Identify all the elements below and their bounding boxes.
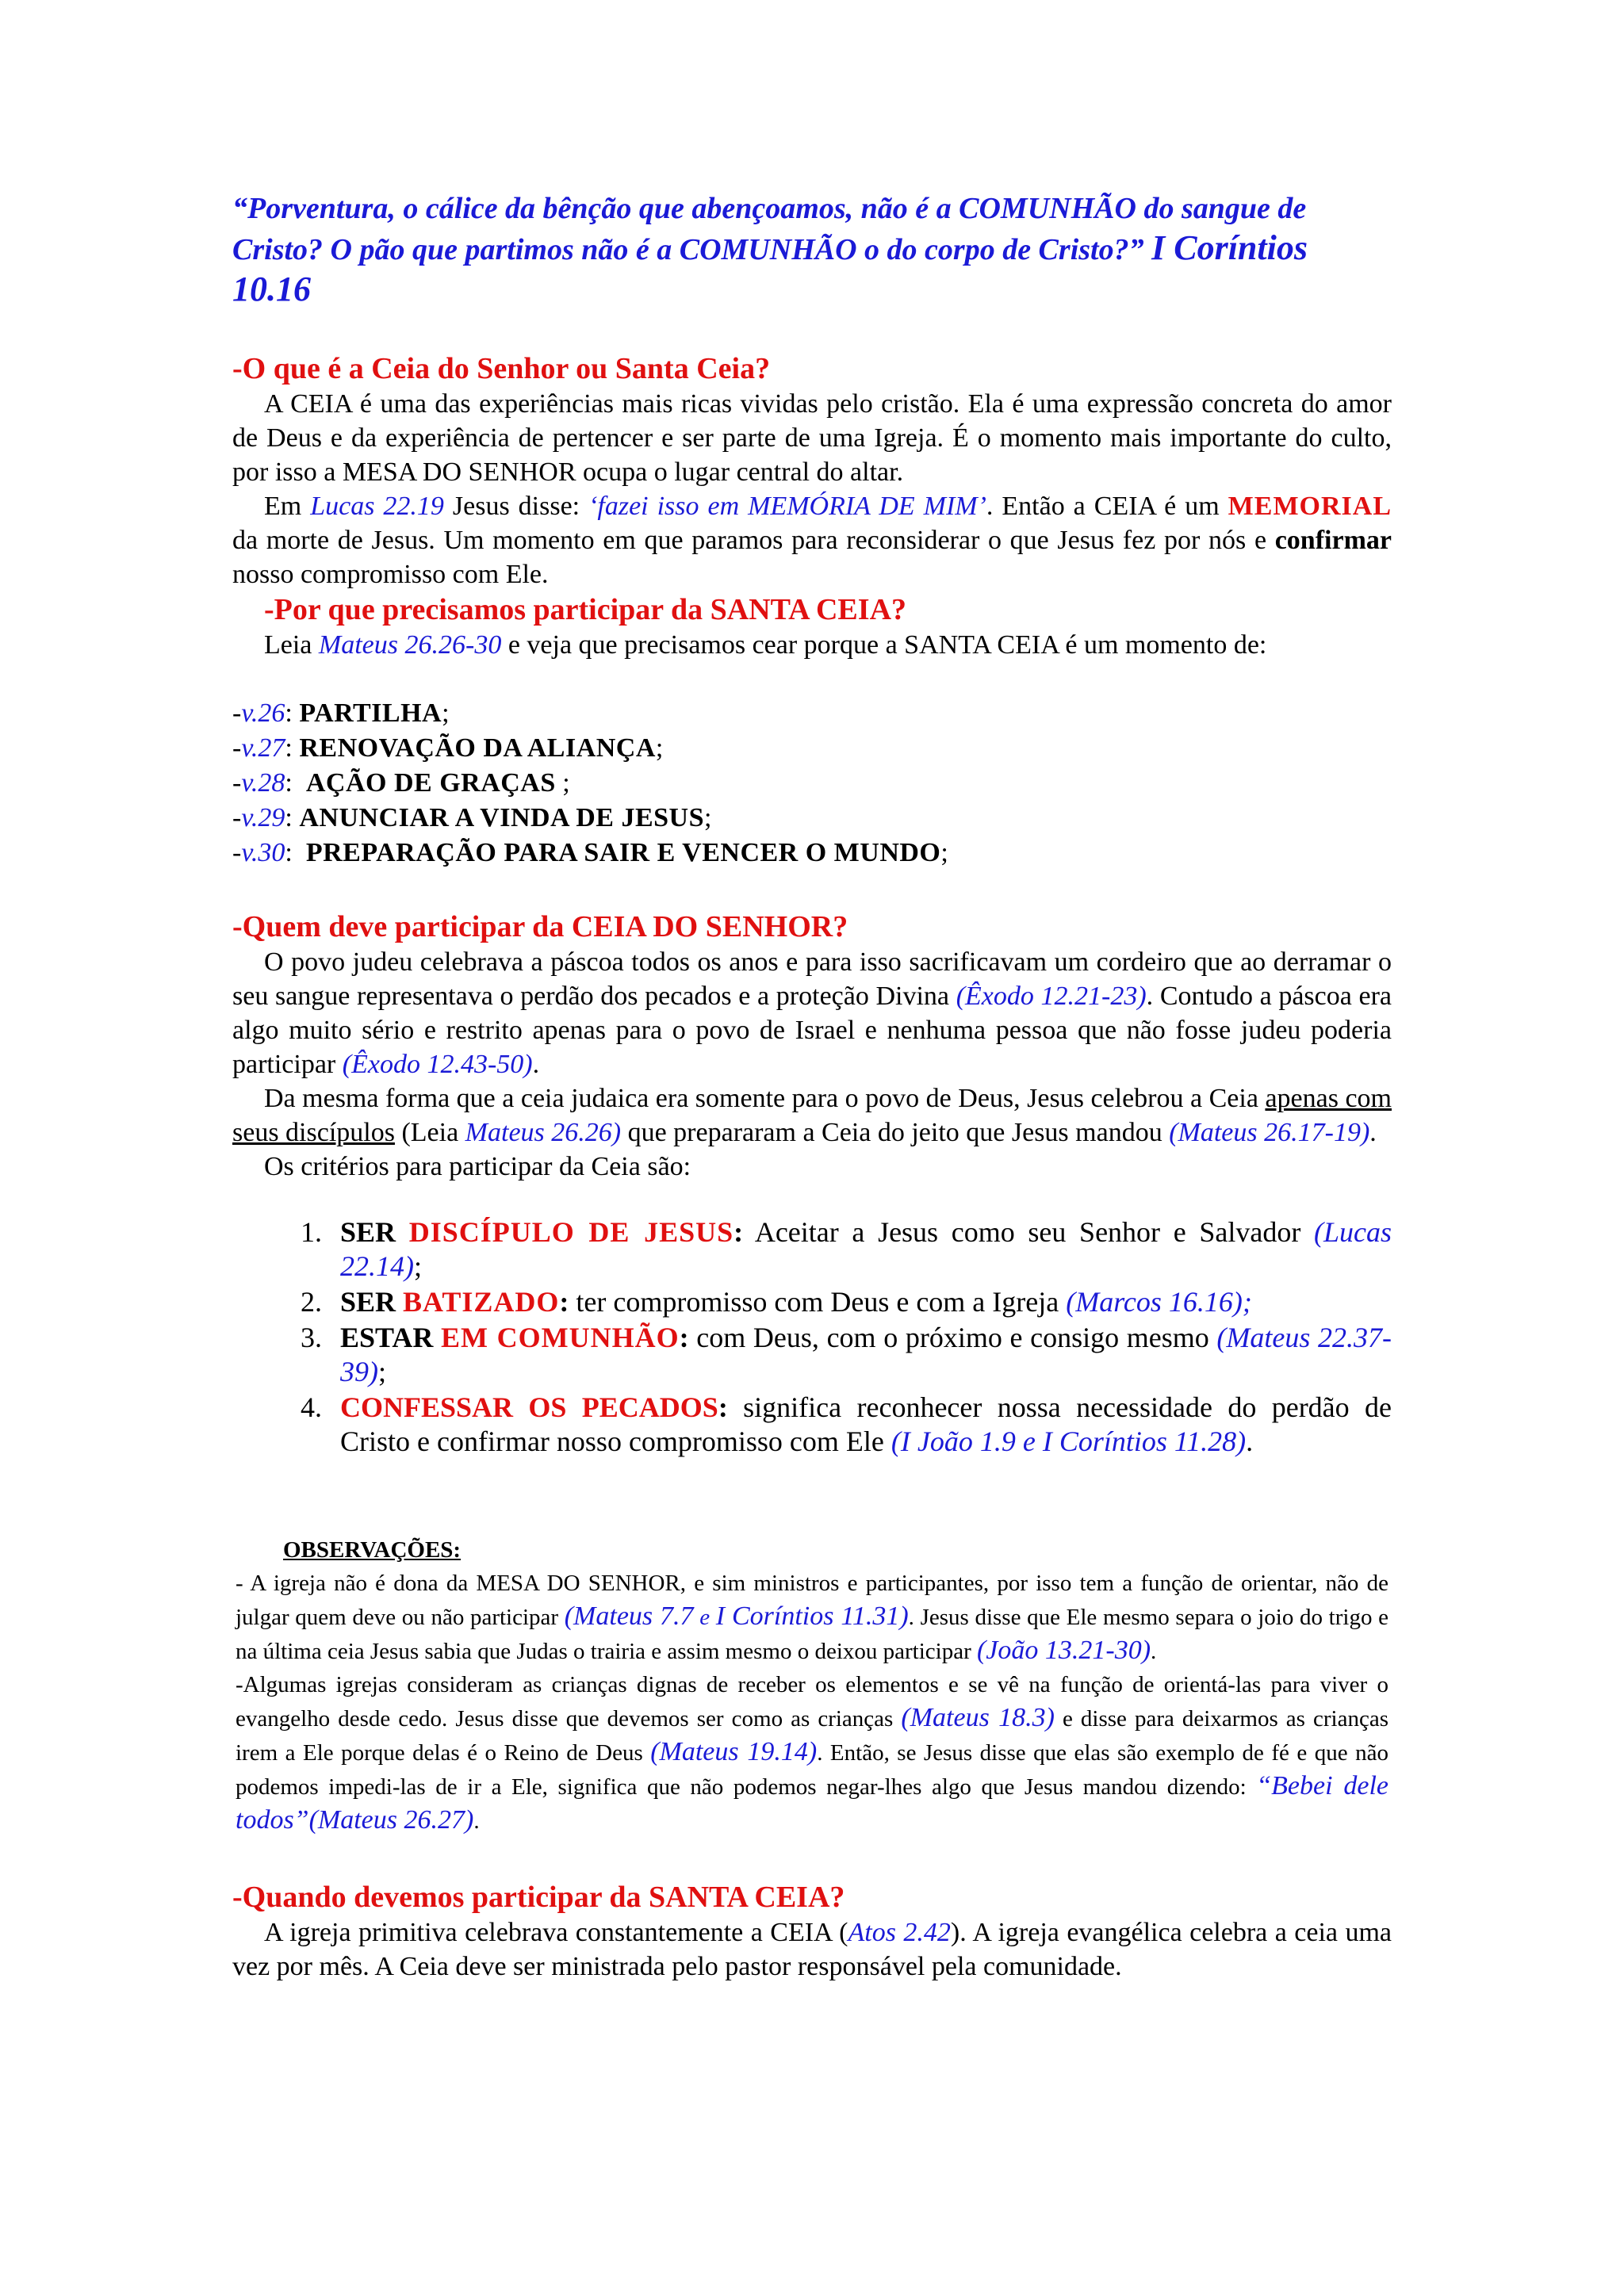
quote-memoria: ‘fazei isso em MEMÓRIA DE MIM’ [588,492,986,521]
scripture-link[interactable]: (I João 1.9 e I Coríntios 11.28) [891,1425,1247,1457]
criteria-item [329,1391,1392,1459]
verse-item: -v.27: RENOVAÇÃO DA ALIANÇA; [232,733,664,763]
verse-item: -v.30: PREPARAÇÃO PARA SAIR E VENCER O MUNDO; [232,838,948,867]
text-run: SER [340,1286,404,1318]
text-run: . [1151,1639,1157,1664]
text-run: : [733,1216,744,1248]
paragraph-discipulos [232,1081,1392,1150]
text-run: . Jesus disse que Ele mesmo separa o joio do trigo e na última ceia Jesus sabia que Judas o trairia e assim mesmo o deixou participar [236,1605,1388,1664]
text-run: ; [378,1356,387,1387]
verse-link[interactable]: v.30 [241,838,285,867]
verse-label: RENOVAÇÃO DA ALIANÇA [299,733,656,763]
scripture-link[interactable]: Lucas 22.19 [310,492,444,521]
text-run: e disse para deixarmos as crianças irem a Ele porque delas é o Reino de Deus [236,1706,1388,1766]
verse-label: ANUNCIAR A VINDA DE JESUS [299,803,705,832]
emphasis-confirmar: confirmar [1274,526,1392,555]
text-run: A igreja primitiva celebrava constantemente a CEIA ( [264,1918,848,1947]
criteria-item [329,1215,1392,1284]
text-run: com Deus, com o próximo e consigo mesmo [688,1322,1217,1353]
criteria-list [232,1215,1392,1459]
verse-item: -v.26: PARTILHA; [232,698,450,728]
scripture-link[interactable]: (Marcos 16.16); [1066,1286,1252,1318]
epigraph-text: “Porventura, o cálice da bênção que abençoamos, não é a COMUNHÃO do sangue de Cristo? O pão que partimos não é a COMUNHÃO o do corpo de Cristo?” [232,192,1307,266]
text-run: - A igreja não é dona da MESA DO SENHOR, e sim ministros e participantes, por isso tem a função de orientar, não de julgar quem deve ou não participar [236,1571,1388,1630]
paragraph-when [232,1915,1392,1984]
text-run: Leia [264,630,319,660]
text-run: Da mesma forma que a ceia judaica era somente para o povo de Deus, Jesus celebrou a Ceia [264,1084,1266,1113]
criteria-keyword: CONFESSAR OS PECADOS [340,1391,718,1423]
scripture-link[interactable]: (Mateus 26.17-19) [1169,1118,1370,1147]
scripture-link[interactable]: I Coríntios 11.31) [715,1601,909,1631]
scripture-link[interactable]: (Mateus 18.3) [901,1703,1055,1732]
text-run: e [693,1605,716,1630]
text-run: SER [340,1216,409,1248]
paragraph-criteria-intro: Os critérios para participar da Ceia são: [264,1152,691,1181]
text-run: (Leia [394,1118,465,1147]
paragraph-pascoa [232,945,1392,1081]
text-run: ). A igreja evangélica celebra a ceia uma vez por mês. A Ceia deve ser ministrada pelo pastor responsável pela comunidade. [232,1918,1392,1981]
text-run: que prepararam a Ceia do jeito que Jesus mandou [621,1118,1170,1147]
text-run: . [532,1050,540,1079]
text-run: . Contudo a páscoa era algo muito sério e restrito apenas para o povo de Israel e nenhuma pessoa que não fosse judeu poderia participar [232,982,1392,1079]
text-run: O povo judeu celebrava a páscoa todos os anos e para isso sacrificavam um cordeiro que ao derramar o seu sangue representava o perdão dos pecados e a proteção Divina [232,947,1392,1011]
scripture-link[interactable]: (Mateus 22.37-39) [340,1322,1392,1387]
verse-item: -v.29: ANUNCIAR A VINDA DE JESUS; [232,803,712,832]
verse-label: PARTILHA [299,698,442,728]
paragraph-memorial [232,489,1392,591]
text-run: . [1369,1118,1377,1147]
criteria-keyword: EM COMUNHÃO [441,1322,680,1353]
verse-label: PREPARAÇÃO PARA SAIR E VENCER O MUNDO [305,838,941,867]
criteria-item [329,1321,1392,1389]
text-run: -Algumas igrejas consideram as crianças dignas de receber os elementos e se vê na função de orientá-las para viver o evangelho desde cedo. Jesus disse que devemos ser como as crianças [236,1672,1388,1732]
observations-title: OBSERVAÇÕES: [283,1537,462,1563]
scripture-link[interactable]: (Mateus 19.14) [650,1737,818,1766]
section-when [232,1879,1392,1984]
verse-link[interactable]: v.29 [241,803,285,832]
text-run: : [679,1322,689,1353]
verse-link[interactable]: v.26 [241,698,285,728]
text-run: Aceitar a Jesus como seu Senhor e Salvador [743,1216,1314,1248]
verse-list [232,696,1392,871]
emphasis-memorial: MEMORIAL [1228,492,1392,521]
scripture-link[interactable]: (Lucas 22.14) [340,1216,1392,1282]
scripture-link[interactable]: (Êxodo 12.21-23) [956,982,1147,1011]
epigraph-reference: I Coríntios 10.16 [232,228,1308,308]
section-heading-what-is: -O que é a Ceia do Senhor ou Santa Ceia? [232,352,771,385]
observation-1 [236,1567,1388,1668]
text-run: . [473,1808,480,1834]
text-run: e veja que precisamos cear porque a SANTA CEIA é um momento de: [501,630,1267,660]
text-run: . [1246,1425,1254,1457]
scripture-link[interactable]: Atos 2.42 [848,1918,951,1947]
text-run: significa reconhecer nossa necessidade do perdão de Cristo e confirmar nosso compromisso com Ele [340,1391,1392,1457]
observations-block [232,1533,1392,1838]
text-run: : [718,1391,728,1423]
document-page [232,189,1392,1984]
text-run: Em [264,492,311,521]
scripture-link[interactable]: Mateus 26.26) [465,1118,622,1147]
text-run: OBSERVAÇÕES [283,1537,454,1563]
section-heading-who: -Quem deve participar da CEIA DO SENHOR? [232,910,848,943]
underlined-text: apenas com seus discípulos [232,1084,1392,1147]
epigraph [232,189,1392,311]
text-run: ; [414,1250,423,1282]
criteria-item [329,1285,1392,1319]
text-run: nosso compromisso com Ele. [232,560,549,589]
verse-label: AÇÃO DE GRAÇAS [305,768,556,798]
verse-link[interactable]: v.27 [241,733,285,763]
paragraph-ceia-definition: A CEIA é uma das experiências mais ricas vividas pelo cristão. Ela é uma expressão concreta do amor de Deus e da experiência de pertencer e ser parte de uma Igreja. É o momento mais importante do culto, por isso a MESA DO SENHOR ocupa o lugar central do altar. [232,389,1392,487]
criteria-keyword: DISCÍPULO DE JESUS [408,1216,734,1248]
scripture-quote[interactable]: “Bebei dele todos”(Mateus 26.27) [236,1771,1388,1835]
criteria-keyword: BATIZADO [403,1286,560,1318]
section-heading-why: -Por que precisamos participar da SANTA CEIA? [264,593,907,626]
scripture-link[interactable]: (Êxodo 12.43-50) [342,1050,533,1079]
observation-2 [236,1668,1388,1838]
scripture-link[interactable]: Mateus 26.26-30 [318,630,502,660]
text-run: ESTAR [340,1322,442,1353]
scripture-link[interactable]: (João 13.21-30) [976,1636,1151,1665]
scripture-link[interactable]: (Mateus 7.7 [564,1601,694,1631]
section-heading-when: -Quando devemos participar da SANTA CEIA? [232,1881,845,1914]
text-run: . Então a CEIA é um [986,492,1228,521]
paragraph-why-intro [232,628,1392,662]
text-run: Jesus disse: [443,492,589,521]
text-run: . Então, se Jesus disse que elas são exemplo de fé e que não podemos impedi-las de ir a Ele, significa que não podemos negar-lhes algo que Jesus mandou dizendo: [236,1740,1388,1800]
text-run: ter compromisso com Deus e com a Igreja [569,1286,1067,1318]
section-who [232,909,1392,1459]
verse-item: -v.28: AÇÃO DE GRAÇAS ; [232,768,570,798]
text-run: da morte de Jesus. Um momento em que paramos para reconsiderar o que Jesus fez por nós e [232,526,1275,555]
text-run: : [559,1286,569,1318]
verse-link[interactable]: v.28 [241,768,285,798]
